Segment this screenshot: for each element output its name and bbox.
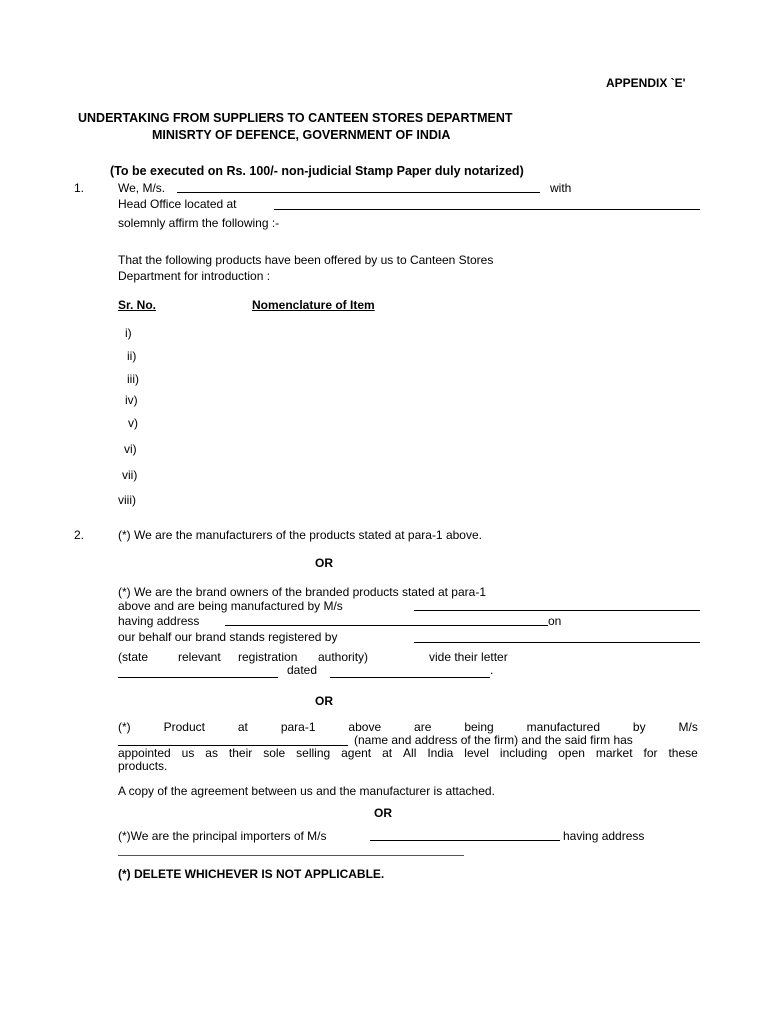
offered-text-line1: That the following products have been offered by us to Canteen Stores (118, 253, 494, 267)
item-row: viii) (118, 493, 136, 507)
importers-text: (*)We are the principal importers of M/s (118, 829, 327, 843)
sole-agent-word: as (205, 746, 218, 760)
sole-agent-word: their (228, 746, 253, 760)
manufacturers-option: (*) We are the manufacturers of the products stated at para-1 above. (118, 528, 482, 542)
address-blank (225, 625, 548, 626)
sole-agent-word: appointed (118, 746, 171, 760)
brand-owner-line1: (*) We are the brand owners of the branded products stated at para-1 (118, 585, 486, 599)
dated-label: dated (287, 663, 318, 677)
product-word: (*) (118, 720, 131, 734)
brand-registered-text: our behalf our brand stands registered by (118, 630, 338, 644)
delete-note: (*) DELETE WHICHEVER IS NOT APPLICABLE. (118, 867, 385, 881)
name-address-text: (name and address of the firm) and the said firm has (354, 733, 633, 747)
appendix-label: APPENDIX `E' (606, 76, 686, 90)
column-header-nomenclature: Nomenclature of Item (252, 298, 375, 312)
agreement-text: A copy of the agreement between us and the manufacturer is attached. (118, 784, 495, 798)
product-word: Product (163, 720, 205, 734)
state-word: registration (238, 650, 298, 664)
state-word: (state (118, 650, 149, 664)
sole-agent-word: agent (341, 746, 372, 760)
firm-name-blank (177, 192, 540, 193)
item-row: vi) (124, 442, 137, 456)
sole-agent-word: market (595, 746, 633, 760)
we-ms-label: We, M/s. (118, 181, 166, 195)
sole-agent-line (118, 746, 698, 760)
state-word: authority) (318, 650, 369, 664)
product-word: M/s (678, 720, 698, 734)
item-row: v) (128, 416, 138, 430)
on-label: on (548, 614, 562, 628)
para2-number: 2. (74, 528, 85, 542)
sole-agent-word: these (668, 746, 698, 760)
stamp-paper-note: (To be executed on Rs. 100/- non-judicial Stamp Paper duly notarized) (110, 164, 524, 178)
item-row: ii) (127, 349, 137, 363)
state-word: relevant (178, 650, 221, 664)
para1-number: 1. (74, 181, 85, 195)
product-para-line1 (118, 720, 698, 734)
brand-owner-line2: above and are being manufactured by M/s (118, 599, 343, 613)
item-row: iii) (127, 372, 139, 386)
product-word: above (348, 720, 382, 734)
registration-blank (414, 642, 700, 643)
sole-agent-word: sole (263, 746, 286, 760)
product-word: manufactured (526, 720, 600, 734)
manufacturer-name-blank (414, 610, 700, 611)
product-word: are (414, 720, 432, 734)
or-separator: OR (315, 556, 333, 570)
sole-agent-word: us (181, 746, 195, 760)
product-word: being (464, 720, 494, 734)
sole-agent-word: for (643, 746, 658, 760)
head-office-blank (274, 209, 700, 210)
item-row: i) (125, 326, 132, 340)
importer-name-blank (370, 840, 560, 841)
with-label: with (550, 181, 572, 195)
products-text: products. (118, 759, 168, 773)
sole-agent-word: including (499, 746, 548, 760)
importer-address-blank (118, 855, 464, 856)
or-separator: OR (315, 694, 333, 708)
letter-number-blank (118, 677, 278, 678)
sole-agent-word: at (382, 746, 393, 760)
sole-agent-word: selling (296, 746, 331, 760)
offered-text-line2: Department for introduction : (118, 269, 271, 283)
head-office-label: Head Office located at (118, 197, 237, 211)
sole-agent-word: All (403, 746, 417, 760)
sole-agent-word: India (427, 746, 454, 760)
importer-having-address: having address (563, 829, 645, 843)
having-address-label: having address (118, 614, 200, 628)
column-header-sr-no: Sr. No. (118, 298, 157, 312)
sole-agent-word: open (558, 746, 585, 760)
product-word: para-1 (280, 720, 316, 734)
or-separator: OR (374, 806, 392, 820)
product-word: by (632, 720, 646, 734)
period: . (490, 663, 494, 677)
document-title: UNDERTAKING FROM SUPPLIERS TO CANTEEN STORES DEPARTMENT (78, 111, 513, 125)
affirm-text: solemnly affirm the following :- (118, 216, 280, 230)
product-word: at (237, 720, 248, 734)
vide-letter-text: vide their letter (429, 650, 508, 664)
item-row: iv) (125, 393, 138, 407)
sole-agent-word: level (464, 746, 489, 760)
date-blank (330, 677, 490, 678)
item-row: vii) (122, 468, 138, 482)
document-subtitle: MINISRTY OF DEFENCE, GOVERNMENT OF INDIA (152, 128, 451, 142)
